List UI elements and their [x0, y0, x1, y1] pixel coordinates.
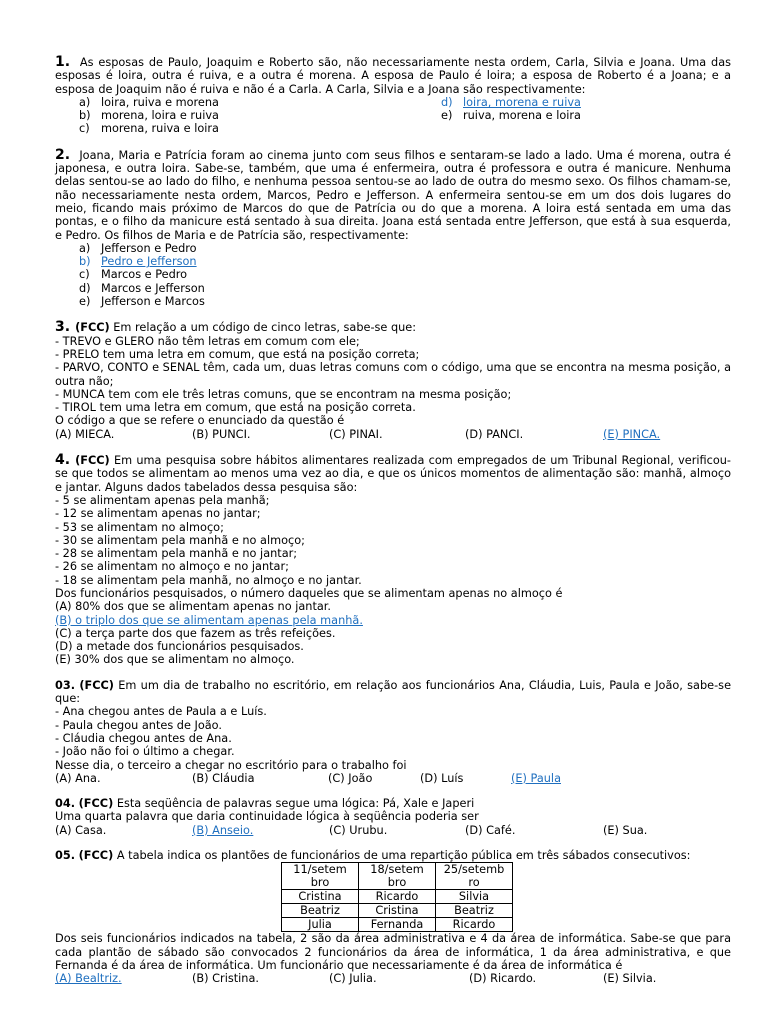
question-source: (FCC) [78, 797, 114, 811]
option-text: loira, ruiva e morena [101, 95, 219, 109]
question-text: As esposas de Paulo, Joaquim e Roberto são, não necessariamente nesta ordem, Carla, Silvia e Joana. Uma das esposas é loira, outra é ruiva, e a outra é morena. A esposa de Paulo é loira; a esposa de Roberto é a Joana; e a esposa de Joaquim não é ruiva e não é a Carla. A Carla, Silvia e a Joana são respectivamente: [55, 56, 731, 96]
options-row [55, 824, 731, 837]
question-number: 1. [55, 54, 71, 70]
statement-line: Nesse dia, o terceiro a chegar no escritório para o trabalho foi [55, 758, 407, 772]
option-letter: e) [441, 109, 453, 123]
statement-line: Dos funcionários pesquisados, o número daqueles que se alimentam apenas no almoço é [55, 586, 563, 600]
question-source: (FCC) [78, 849, 114, 863]
question-4 [55, 454, 731, 667]
question-number: 04. [55, 797, 76, 811]
table-cell: Cristina [359, 904, 436, 918]
option-text-link[interactable]: loira, morena e ruiva [463, 95, 581, 109]
statement-line: Uma quarta palavra que daria continuidade lógica à seqüência poderia ser [55, 810, 479, 824]
option-c[interactable] [79, 268, 731, 281]
option-c[interactable]: (C) PINAI. [329, 427, 383, 441]
options-list [55, 96, 731, 136]
option-e-link[interactable]: (E) Paula [511, 771, 561, 785]
table-header-cell: 11/setem bro [282, 863, 359, 890]
option-d[interactable] [79, 282, 731, 295]
option-letter: a) [79, 95, 91, 109]
data-line: - 28 se alimentam pela manhã e no jantar; [55, 547, 298, 561]
question-3 [55, 321, 731, 441]
option-b-link[interactable]: (B) o triplo dos que se alimentam apenas pela manhã. [55, 613, 363, 627]
question-text: Em uma pesquisa sobre hábitos alimentares realizada com empregados de um Tribunal Regional, verificou-se que todos se alimentam ao menos uma vez ao dia, e que os únicos momentos de alimentação são: manhã, almoço e jantar. Alguns dados tabelados dessa pesquisa são: [55, 454, 732, 494]
statement-line: - Cláudia chegou antes de Ana. [55, 731, 232, 745]
table-cell: Silvia [436, 890, 513, 904]
option-letter: d) [79, 281, 91, 295]
statement-line: - TREVO e GLERO não têm letras em comum com ele; [55, 334, 360, 348]
table-header-cell: 25/setemb ro [436, 863, 513, 890]
question-number: 2. [55, 146, 71, 163]
statement-line: - Ana chegou antes de Paula a e Luís. [55, 705, 267, 719]
option-c[interactable] [79, 122, 441, 135]
question-text-after-table: Dos seis funcionários indicados na tabela, 2 são da área administrativa e 4 da área de informática. Sabe-se que para cada plantão de sábado são convocados 2 funcionários da área de informática, 1 da área administrativa, e que Fernanda é da área de informática. Um funcionário que necessariamente é da área de informática é [55, 932, 731, 972]
option-text: Marcos e Jefferson [101, 281, 205, 295]
question-source: (FCC) [75, 321, 110, 335]
statement-line: O código a que se refere o enunciado da questão é [55, 414, 345, 428]
option-a[interactable]: (A) MIECA. [55, 427, 115, 441]
option-c[interactable]: (C) a terça parte dos que fazem as três refeições. [55, 626, 336, 640]
question-number: 4. [55, 452, 71, 469]
statement-line: - TIROL tem uma letra em comum, que está na posição correta. [55, 401, 416, 415]
question-text: Joana, Maria e Patrícia foram ao cinema junto com seus filhos e sentaram-se lado a lado. Uma é morena, outra é japonesa, e outra loira. Sabe-se, também, que uma é enfermeira, outra é professora e outra é manicure. Nenhuma delas sentou-se ao lado do filho, e nenhuma pessoa sentou-se ao lado de outra do mesmo sexo. Os filhos chamam-se, não necessariamente nesta ordem, Marcos, Pedro e Jefferson. A enfermeira sentou-se em um dos dois lugares do meio, ficando mais próximo de Marcos do que de Patrícia ou do que a morena. A loira está sentada em uma das pontas, e o filho da manicure está sentado à sua direita. Joana está sentada entre Jefferson, que está à sua esquerda, e Pedro. Os filhos de Maria e de Patrícia são, respectivamente: [55, 148, 731, 242]
option-letter: b) [79, 255, 91, 269]
option-b[interactable] [79, 255, 731, 268]
data-line: - 5 se alimentam apenas pela manhã; [55, 493, 270, 507]
data-line: - 12 se alimentam apenas no jantar; [55, 507, 261, 521]
statement-line: - MUNCA tem com ele três letras comuns, que se encontram na mesma posição; [55, 387, 512, 401]
question-text: Esta seqüência de palavras segue uma lógica: Pá, Xale e Japeri [116, 797, 475, 811]
option-text: Jefferson e Pedro [101, 241, 197, 255]
table-header-cell: 18/setem bro [359, 863, 436, 890]
option-a[interactable]: (A) Ana. [55, 771, 101, 785]
statement-line: - PRELO tem uma letra em comum, que está na posição correta; [55, 347, 420, 361]
data-line: - 18 se alimentam pela manhã, no almoço e no jantar. [55, 573, 362, 587]
option-letter: a) [79, 241, 91, 255]
question-text: A tabela indica os plantões de funcionários de uma repartição pública em três sábados consecutivos: [116, 849, 691, 863]
option-a[interactable]: (A) 80% dos que se alimentam apenas no jantar. [55, 600, 331, 614]
option-text: Jefferson e Marcos [101, 295, 205, 309]
option-text: morena, ruiva e loira [101, 122, 219, 136]
option-letter: b) [79, 109, 91, 123]
option-a[interactable] [79, 96, 441, 109]
question-03 [55, 679, 731, 785]
options-row [55, 428, 731, 441]
option-d[interactable]: (D) PANCI. [465, 427, 524, 441]
question-text: Em um dia de trabalho no escritório, em relação aos funcionários Ana, Cláudia, Luis, Paula e João, sabe-se que: [55, 678, 732, 706]
option-text: morena, loira e ruiva [101, 109, 219, 123]
option-d[interactable]: (D) Café. [465, 823, 516, 837]
question-04 [55, 797, 731, 837]
question-number: 03. [55, 678, 76, 692]
option-a-link[interactable]: (A) Bealtriz. [55, 972, 122, 986]
shift-table [281, 862, 513, 932]
option-c[interactable]: (C) Urubu. [329, 823, 388, 837]
statement-line: - Paula chegou antes de João. [55, 718, 222, 732]
question-text: Em relação a um código de cinco letras, sabe-se que: [113, 321, 417, 335]
option-letter: d) [441, 95, 453, 109]
option-b[interactable] [79, 109, 441, 122]
question-05 [55, 849, 731, 985]
question-number: 3. [55, 319, 71, 336]
option-text-link[interactable]: Pedro e Jefferson [101, 255, 197, 269]
options-row [55, 972, 731, 985]
option-d[interactable]: (D) Luís [420, 771, 464, 785]
data-line: - 26 se alimentam no almoço e no jantar; [55, 560, 289, 574]
table-header-row [282, 863, 513, 890]
option-letter: c) [79, 268, 90, 282]
option-letter: e) [79, 295, 91, 309]
question-source: (FCC) [75, 454, 110, 468]
option-text: ruiva, morena e loira [463, 109, 581, 123]
option-e[interactable] [441, 109, 731, 122]
option-e-link[interactable]: (E) PINCA. [603, 427, 661, 441]
option-c[interactable]: (C) Julia. [329, 972, 377, 986]
question-source: (FCC) [79, 678, 114, 692]
option-text: Marcos e Pedro [101, 268, 188, 282]
options-list [55, 242, 731, 308]
table-cell: Ricardo [359, 890, 436, 904]
option-d[interactable] [441, 96, 731, 109]
option-e[interactable]: (E) Silvia. [603, 972, 657, 986]
table-cell: Fernanda [359, 918, 436, 932]
option-b[interactable]: (B) Cristina. [192, 972, 259, 986]
table-cell: Cristina [282, 890, 359, 904]
option-e[interactable] [79, 295, 731, 308]
option-b[interactable]: (B) Cláudia [192, 771, 255, 785]
table-row [282, 890, 513, 904]
question-2 [55, 146, 731, 309]
data-line: - 30 se alimentam pela manhã e no almoço; [55, 533, 305, 547]
table-row [282, 904, 513, 918]
table-row [282, 918, 513, 932]
table-cell: Beatriz [282, 904, 359, 918]
question-1 [55, 56, 731, 136]
option-a[interactable] [79, 242, 731, 255]
option-b-link[interactable]: (B) Anseio. [192, 823, 254, 837]
option-letter: c) [79, 122, 90, 136]
option-d[interactable]: (D) a metade dos funcionários pesquisados. [55, 640, 304, 654]
table-cell: Beatriz [436, 904, 513, 918]
option-e[interactable]: (E) Sua. [603, 823, 648, 837]
option-a[interactable]: (A) Casa. [55, 823, 107, 837]
options-row [55, 772, 731, 785]
option-b[interactable]: (B) PUNCI. [192, 427, 251, 441]
data-line: - 53 se alimentam no almoço; [55, 520, 224, 534]
option-e[interactable]: (E) 30% dos que se alimentam no almoço. [55, 653, 295, 667]
question-number: 05. [55, 849, 76, 863]
table-cell: Ricardo [436, 918, 513, 932]
document-page [55, 56, 731, 986]
statement-line: - João não foi o último a chegar. [55, 745, 235, 759]
table-cell: Julia [282, 918, 359, 932]
option-c[interactable]: (C) João [328, 771, 373, 785]
statement-line: - PARVO, CONTO e SENAL têm, cada um, duas letras comuns com o código, uma que se encontra na mesma posição, a outra não; [55, 361, 731, 388]
option-d[interactable]: (D) Ricardo. [469, 972, 537, 986]
